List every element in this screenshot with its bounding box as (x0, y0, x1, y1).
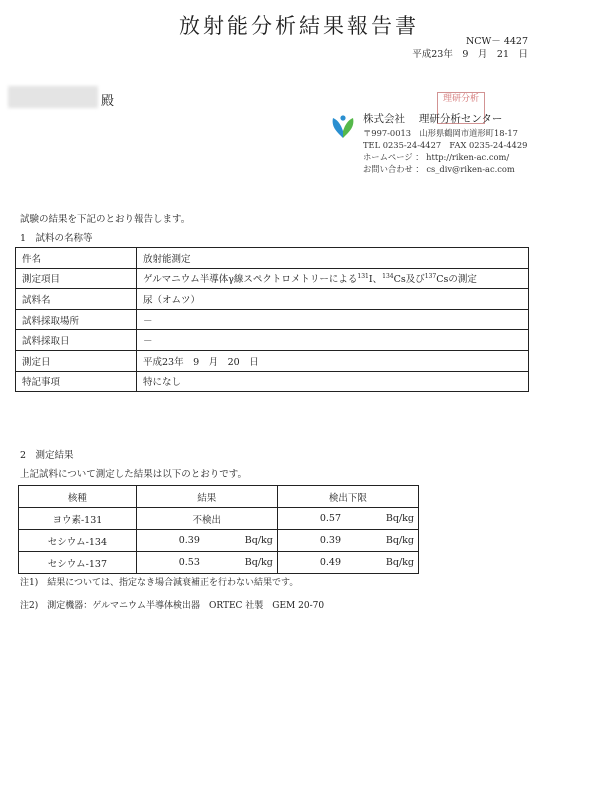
document-number: NCW－ 4427 (465, 36, 528, 47)
table-row (16, 289, 529, 310)
company-logo-icon (328, 112, 358, 142)
table-row (16, 248, 529, 269)
row-label: 特記事項 (16, 371, 137, 392)
table-header-row (19, 486, 419, 508)
row-label: 試料名 (16, 289, 137, 310)
row-value-measurement-item: ゲルマニウム半導体γ線スペクトロメトリーによる$^{131}$I、$^{134}$Cs及び$^{137}$Csの測定 (137, 268, 529, 289)
limit-value: 0.57 (319, 513, 342, 524)
row-label: 測定項目 (16, 268, 137, 289)
result-cell (136, 530, 277, 552)
limit-unit: Bq/kg (385, 513, 414, 524)
note-1: 注1) 結果については、指定なき場合減衰補正を行わない結果です。 (20, 578, 299, 588)
row-label: 試料採取日 (16, 330, 137, 351)
table-row (16, 371, 529, 392)
page-title: 放射能分析結果報告書 (179, 14, 419, 38)
result-unit: Bq/kg (244, 535, 273, 546)
limit-cell (277, 552, 418, 574)
limit-unit: Bq/kg (385, 557, 414, 568)
nuclide-cell: セシウム-134 (19, 530, 137, 552)
result-cell (136, 552, 277, 574)
table-row (19, 508, 419, 530)
nuclide-cell: ヨウ素-131 (19, 508, 137, 530)
section2-heading: 2 測定結果 (20, 450, 74, 461)
limit-cell (277, 508, 418, 530)
company-contact: お問い合わせ ： cs_div@riken-ac.com (363, 164, 515, 174)
company-address: 〒997-0013 山形県鶴岡市道形町18-17 (363, 128, 518, 138)
issue-date: 平成23年 9 月 21 日 (412, 49, 528, 60)
column-header: 核種 (19, 486, 137, 508)
row-value: 尿（オムツ） (137, 289, 529, 310)
company-homepage: ホームページ ： http://riken-ac.com/ (363, 152, 510, 162)
row-value: 特になし (137, 371, 529, 392)
note-2: 注2) 測定機器：ゲルマニウム半導体検出器 ORTEC 社製 GEM 20-70 (20, 601, 325, 611)
table-row (16, 268, 529, 289)
seal-text: 理研分析 (442, 94, 479, 104)
row-label: 測定日 (16, 350, 137, 371)
limit-value: 0.39 (319, 535, 342, 546)
company-name: 株式会社 理研分析センター (363, 113, 503, 125)
row-value: － (137, 330, 529, 351)
row-value: 平成23年 9 月 20 日 (137, 350, 529, 371)
table-row (16, 350, 529, 371)
result-value: 不検出 (192, 514, 222, 526)
section1-heading: 1 試料の名称等 (20, 233, 93, 244)
table-row (19, 530, 419, 552)
result-cell (136, 508, 277, 530)
nuclide-cell: セシウム-137 (19, 552, 137, 574)
recipient-honorific: 殿 (101, 94, 115, 109)
row-value: 放射能測定 (137, 248, 529, 269)
company-phone-fax: TEL 0235-24-4427 FAX 0235-24-4429 (363, 140, 528, 150)
recipient-name-redacted (8, 86, 98, 108)
sample-info-table (15, 247, 529, 392)
limit-cell (277, 530, 418, 552)
row-value: － (137, 309, 529, 330)
table-row (19, 552, 419, 574)
limit-unit: Bq/kg (385, 535, 414, 546)
section2-lead: 上記試料について測定した結果は以下のとおりです。 (20, 469, 248, 480)
row-label: 件名 (16, 248, 137, 269)
column-header: 結果 (136, 486, 277, 508)
result-unit: Bq/kg (244, 557, 273, 568)
column-header: 検出下限 (277, 486, 418, 508)
table-row (16, 330, 529, 351)
result-value: 0.39 (178, 535, 200, 546)
limit-value: 0.49 (319, 557, 342, 568)
row-label: 試料採取場所 (16, 309, 137, 330)
result-value: 0.53 (178, 557, 200, 568)
table-row (16, 309, 529, 330)
results-table (18, 485, 419, 574)
intro-text: 試験の結果を下記のとおり報告します。 (20, 214, 191, 225)
